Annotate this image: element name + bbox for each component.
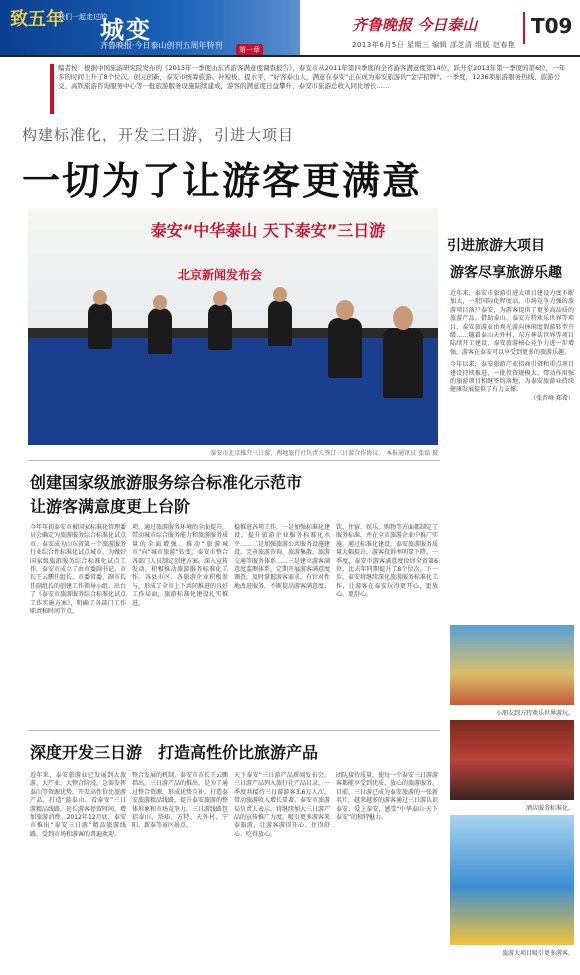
photo-caption: 泰安市北京推介三日游，两地旅行社负责人签订三日游合作协议。 本报通讯员 张磊 摄 <box>210 450 438 457</box>
intro-marker <box>50 64 54 114</box>
article-column: 整合发展的机制。泰安市市长王云鹏指出，三日游产品的推出，是为了通过整合资源，形成优势互补，打造泰安旅游精品线路，提升泰安旅游的整体形象和市场竞争力。三日游线路包括泰山、岱庙、方特、天外村、宁阳、新泰等景区景点。 <box>132 772 229 830</box>
section-subheadline: 让游客满意度更上台阶 <box>30 497 191 516</box>
backdrop-event: 北京新闻发布会 <box>178 268 263 282</box>
article-column: 近年来，泰安旅游业已发展到大旅游、大产业、大整合阶段，急需发挥泰山等资源优势，开发高性价比旅游产品，打造“游泰山、看泰安”三日游精品线路，延长游客停留时间，增加旅游消费。2012年12月底，泰安市推出“泰安三日游”精品旅游线路，受到市场和游客的普遍欢迎。 <box>30 772 127 838</box>
header-divider <box>523 12 525 44</box>
article-column: 饮、住宿、娱乐、购物等方面都制定了服务标准，并在全市旅游企业中推广实施。通过标准化建设，泰安旅游服务质量大幅提升，游客投诉率明显下降。一季度，泰安市游客满意度位居全省第6位，比去年同期提升了8个位次。下一步，泰安将继续深化旅游服务标准化工作，让游客在泰安玩得更开心、更放心、更舒心。 <box>336 524 439 599</box>
sidebar-body <box>450 290 574 403</box>
signing-photo <box>28 208 438 445</box>
person-figure <box>268 300 292 346</box>
article-column: 今年年初泰安市被国家标准化管理委员会确定为旅游服务综合标准化试点市，泰安成为山东省第一个旅游服务行业综合性标准化试点城市。为做好国家级旅游服务综合标准化试点工作，泰安市成立了由市委副书记、市长王云鹏任组长，市委常委、副市长任副组长的创建工作领导小组，出台了《泰安市旅游服务综合标准化试点工作实施方案》，明确了各部门工作职责和时间节点。 <box>30 524 127 616</box>
section-divider <box>28 730 440 731</box>
section-divider <box>28 460 440 461</box>
water-ride-photo <box>450 815 574 945</box>
section-headline: 创建国家级旅游服务综合标准化示范市 <box>30 473 303 492</box>
backdrop-slogan: 泰安“中华泰山 天下泰安”三日游 <box>150 221 386 240</box>
sidebar-paragraph: 今年以来，泰安旅游产业招商引资和重点项目建设持续推进，一批投资规模大、带动作用强的旅游项目相继签约落地，为泰安旅游业持续健康发展提供了有力支撑。 <box>450 361 574 394</box>
hotel-staff-photo <box>450 720 574 800</box>
person-head <box>336 300 354 320</box>
person-head <box>273 287 287 302</box>
anniversary-mark: 致五年 <box>10 9 64 30</box>
newspaper-brand: 齐鲁晚报 今日泰山 <box>352 16 478 34</box>
person-head <box>213 291 227 306</box>
person-figure <box>383 328 423 398</box>
person-figure <box>328 318 362 378</box>
person-head <box>393 306 413 330</box>
person-figure <box>208 304 232 350</box>
chapter-badge: 第一章 <box>236 44 263 56</box>
main-headline: 一切为了让游客更满意 <box>22 159 423 203</box>
person-head <box>93 290 107 305</box>
photo-caption: 酒店服务标准化。 <box>525 805 574 812</box>
theme-park-photo <box>450 625 574 705</box>
section-title: 城变 <box>100 16 152 44</box>
sidebar-subheadline: 游客尽享旅游乐趣 <box>450 265 562 281</box>
person-figure <box>148 308 172 354</box>
article-column: 稳推进各项工作，一是加强标准化建设，提升旅游企业服务标准化水平……二是加强旅游公共服务设施建设，完善旅游咨询、旅游集散、旅游交通等服务体系……三是建立游客满意度监测体系，定期开展游客满意度调查，及时掌握游客需求，有针对性地改进服务，不断提高游客满意度。 <box>234 524 331 590</box>
header-rule <box>0 55 580 57</box>
page-number: T09 <box>531 14 573 38</box>
photo-caption: 旅游大项目吸引更多游客。 <box>501 950 574 957</box>
section-headline: 深度开发三日游 打造高性价比旅游产品 <box>30 743 319 762</box>
article-column: 天下泰安”三日游产品新闻发布会，三日游产品列入旅行社产品目录，一季度共接待三日游游客3.6万人次，带动旅游收入增长显著。泰安市旅游局负责人表示，将继续加大三日游产品的宣传推广力度，吸引更多游客来泰旅游，让游客游得开心、住得舒心、吃得放心。 <box>234 772 331 838</box>
article-column: 项，通过旅游服务环境的全面提升，带动城市综合服务能力和旅游服务质量的全面增强。推动“旅游城市”向“城市旅游”转变。泰安市整合各部门人员制定创建方案，深入宣传发动，积极推动旅游服务标准化工作。各县市区、各旅游企业积极参与，形成了全市上下共同推进的良好工作局面，旅游标准化建设扎实推进。 <box>132 524 229 607</box>
byline: （张晋峰 郑希） <box>530 394 574 402</box>
section-subtitle: 齐鲁晚报·今日泰山创刊五周年特刊 <box>100 41 223 50</box>
sidebar-headline: 引进旅游大项目 <box>447 238 545 254</box>
article-column: 团队接待质量，使每一个泰安三日游游客都能享受到优质、放心的旅游服务。目前，三日游已成为泰安旅游的一张新名片，越来越多的游客通过三日游认识泰安、爱上泰安，感受“中华泰山·天下泰安”的独特魅力。 <box>336 772 439 822</box>
sidebar-paragraph: 近年来，泰安市旅游引进大项目建设力度不断加大，一批国际化程度高、市场竞争力强的旅游项目落户泰安，为游客提供了更多高品质的旅游产品。借助泰山、泰安方特欢乐世界等项目，泰安旅游业由观光游向休闲度假游转型升级……随着泰山天外村、东方神话世界等项目陆续开工建设，泰安旅游核心竞争力进一步增强，游客在泰安可以享受到更多的旅游乐趣。 <box>450 290 574 356</box>
editor-note: 编者按：根据中国旅游研究院发布的《2013年一季度山东省游客满意度调查报告》，泰安市从2011年第四季度的全省游客满意度第14位，跃升至2013年第一季度的第6位，一年多的时间上升了8个位次。创元创新，泰安市统筹旅游、补短板、提水平，“好客泰山人，满意在泰安”正在成为泰安旅游的“金字招牌”。一季度，1236项旅游服务热线、旅游公交、高铁旅游咨询服务中心等一批旅游服务设施陆续建成，游客的满意度日益攀升，泰安市旅游总收入同比增长…… <box>58 64 566 90</box>
photo-caption: 小朋友到方特欢乐世界游玩。 <box>495 710 574 717</box>
person-head <box>153 295 167 310</box>
deck-headline: 构建标准化，开发三日游，引进大项目 <box>22 126 295 144</box>
date-line: 2013年6月5日 星期三 编辑 邵芝清 组版 赵春艳 <box>352 41 516 49</box>
signing-table <box>28 338 438 445</box>
person-figure <box>88 303 112 349</box>
anniversary-tagline: 我们一起走过的 <box>58 13 107 21</box>
